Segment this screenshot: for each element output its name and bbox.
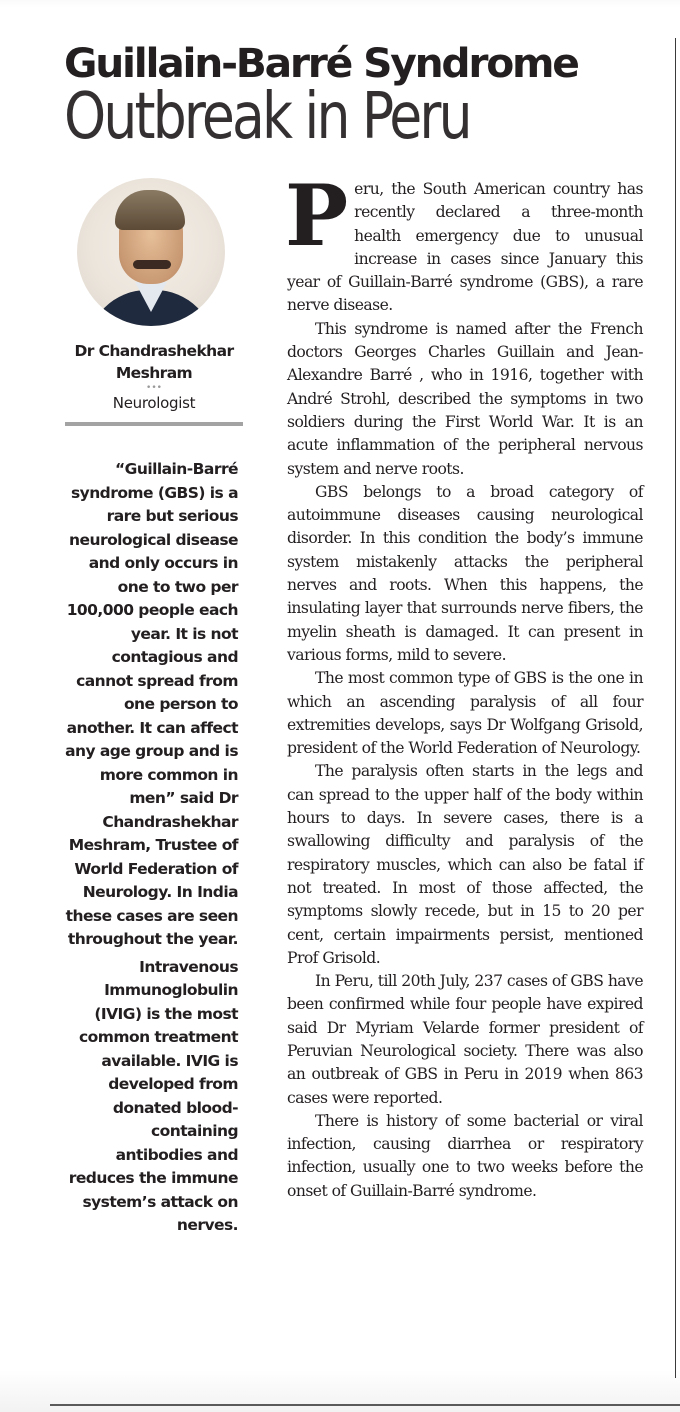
author-sidebar <box>64 178 244 426</box>
author-name: Dr Chandrashekhar Meshram <box>74 342 234 382</box>
author-role: Neurologist <box>112 394 196 412</box>
article-paragraph-text: eru, the South American country has recently declared a three-month health emergency due to unusual increase in cases since January this year of Guillain-Barré syndrome (GBS), a rare nerve disease. <box>287 180 643 315</box>
drop-cap: P <box>285 166 349 265</box>
photo-mustache <box>133 260 171 269</box>
article-paragraph: The paralysis often starts in the legs and can spread to the upper half of the body within hours to days. In severe cases, there is a swallowing difficulty and paralysis of the respiratory muscles, which can also be fatal if not treated. In most of those affected, the symptoms slowly recede, but in 15 to 20 per cent, certain impairments persist, mentioned Prof Grisold. <box>287 762 643 967</box>
headline-line-2: Outbreak in Peru <box>64 80 470 154</box>
ellipsis-separator-icon: ••• <box>146 383 162 393</box>
pull-quote-paragraph: Intravenous Immunoglobulin (IVIG) is the most common treatment available. IVIG is developed from donated blood-containing antibodies and reduces the immune system’s attack on nerves. <box>68 957 238 1234</box>
headline-line-1: Guillain-Barré Syndrome <box>64 41 578 87</box>
pull-quote <box>64 458 238 1238</box>
article-paragraph <box>285 166 643 318</box>
page-bottom-rule <box>50 1404 680 1406</box>
article-body <box>285 166 643 1203</box>
column-rule-right <box>675 38 676 1378</box>
article-paragraph: This syndrome is named after the French doctors Georges Charles Guillain and Jean-Alexandre Barré , who in 1916, together with André Strohl, described the symptoms in two soldiers during the First World War. It is an acute inflammation of the peripheral nervous system and nerve roots. <box>287 319 643 478</box>
author-photo <box>77 178 225 326</box>
byline-divider <box>65 422 243 426</box>
article-paragraph: The most common type of GBS is the one in which an ascending paralysis of all four extremities develops, says Dr Wolfgang Grisold, president of the World Federation of Neurology. <box>287 669 643 758</box>
photo-hair <box>115 190 185 230</box>
article-paragraph: In Peru, till 20th July, 237 cases of GBS have been confirmed while four people have expired said Dr Myriam Velarde former president of Peruvian Neurological society. There was also an outbreak of GBS in Peru in 2019 when 863 cases were reported. <box>287 972 643 1107</box>
pull-quote-paragraph: “Guillain-Barré syndrome (GBS) is a rare but serious neurological disease and only occurs in one to two per 100,000 people each year. It is not contagious and cannot spread from one person to another. It can affect any age group and is more common in men” said Dr Chandrashekhar Meshram, Trustee of World Federation of Neurology. In India these cases are seen throughout the year. <box>65 460 238 948</box>
article-paragraph: There is history of some bacterial or viral infection, causing diarrhea or respiratory infection, usually one to two weeks before the onset of Guillain-Barré syndrome. <box>287 1111 643 1200</box>
headline <box>64 40 664 154</box>
article-paragraph: GBS belongs to a broad category of autoimmune diseases causing neurological disorder. In this condition the body’s immune system mistakenly attacks the peripheral nerves and roots. When this happens, the insulating layer that surrounds nerve fibers, the myelin sheath is damaged. It can present in various forms, mild to severe. <box>287 482 643 664</box>
